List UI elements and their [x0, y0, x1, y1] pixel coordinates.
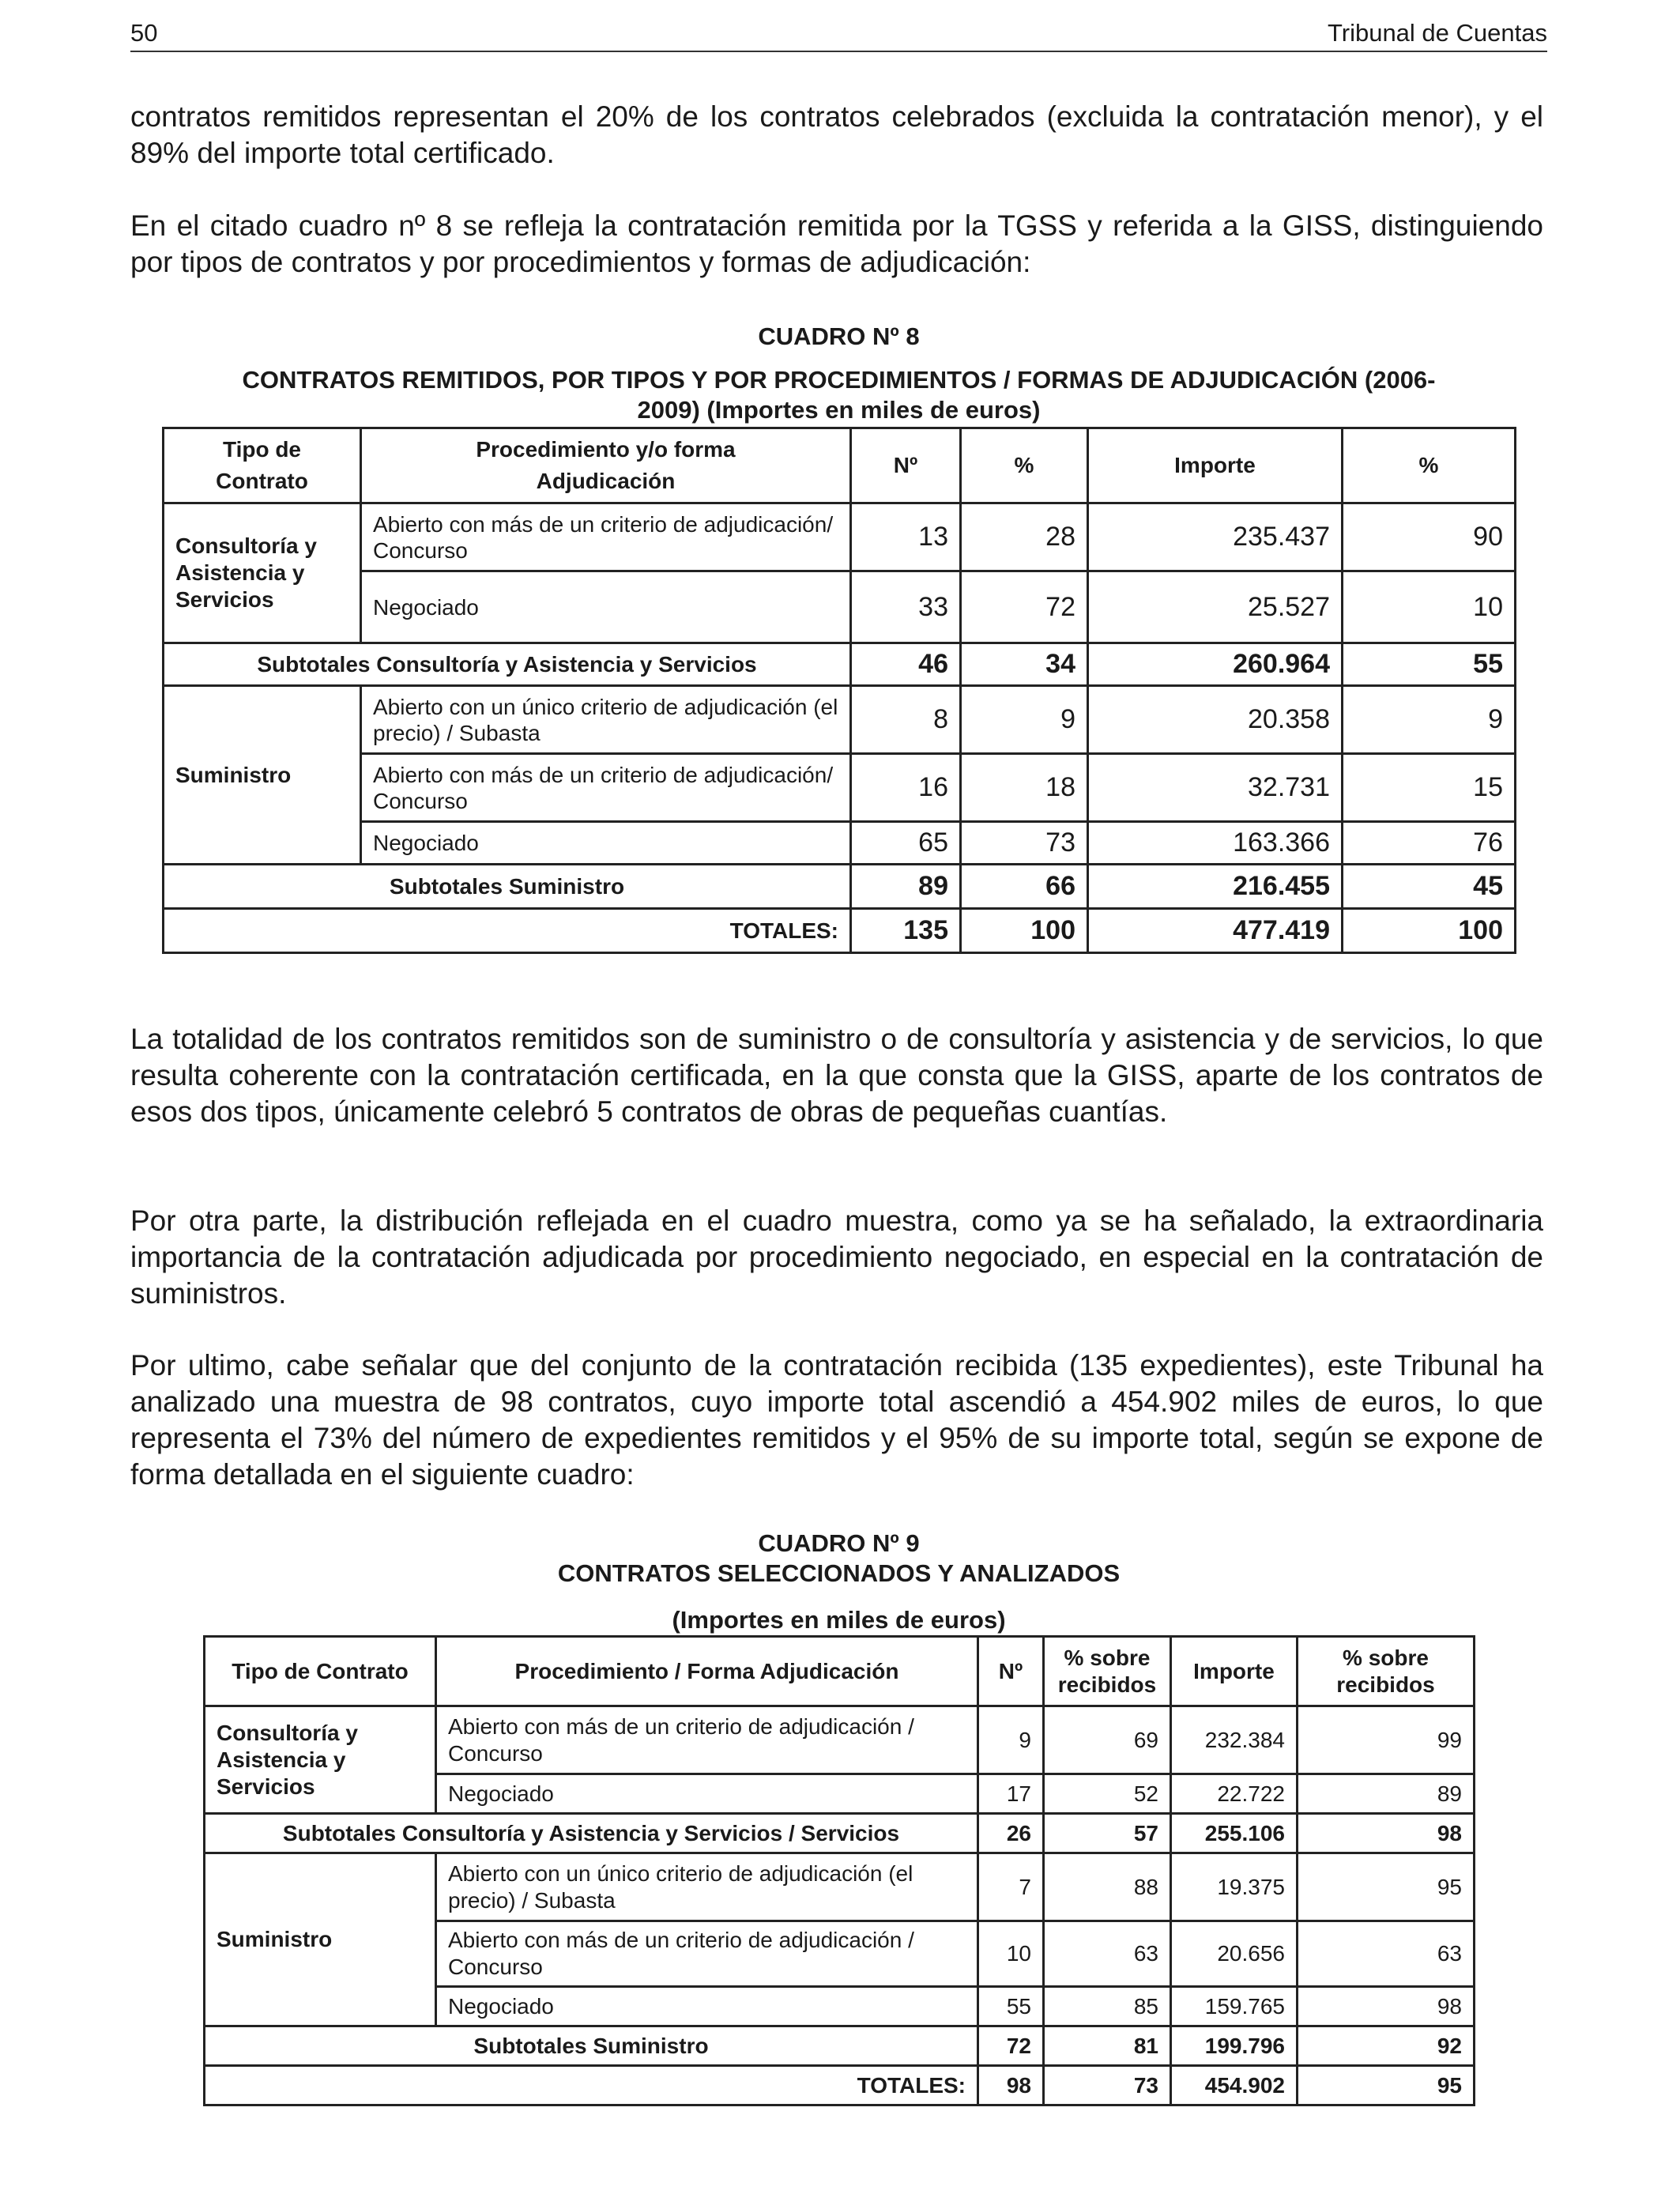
numero-cell: 10 — [978, 1921, 1044, 1987]
importe-cell: 159.765 — [1171, 1987, 1298, 2026]
importe-cell: 22.722 — [1171, 1774, 1298, 1814]
numero-cell: 7 — [978, 1853, 1044, 1921]
numero-cell: 17 — [978, 1774, 1044, 1814]
porcentaje-cell: 52 — [1044, 1774, 1171, 1814]
table-row — [205, 1706, 1475, 1774]
porcentaje-importe-cell: 99 — [1298, 1706, 1475, 1774]
page-header — [130, 17, 1547, 52]
cuadro9-title: CONTRATOS SELECCIONADOS Y ANALIZADOS — [557, 1559, 1121, 1587]
table-row — [164, 503, 1516, 571]
subtotal-row — [164, 643, 1516, 686]
cuadro8-title-line1: CONTRATOS REMITIDOS, POR TIPOS Y POR PROCEDIMIENTOS / FORMAS DE ADJUDICACIÓN (2006- — [242, 366, 1436, 394]
subtotal-row — [164, 865, 1516, 909]
porcentaje-importe-cell: 98 — [1298, 1987, 1475, 2026]
numero-cell: 9 — [978, 1706, 1044, 1774]
table-row — [164, 754, 1516, 822]
cuadro9-subtitle: (Importes en miles de euros) — [672, 1606, 1006, 1634]
header-importe: Importe — [1171, 1637, 1298, 1706]
header-porcentaje: % sobre recibidos — [1044, 1637, 1171, 1706]
subtotal-label: Subtotales Consultoría y Asistencia y Servicios / Servicios — [205, 1814, 978, 1853]
totals-label: TOTALES: — [205, 2066, 978, 2105]
importe-cell: 32.731 — [1088, 754, 1343, 822]
importe-cell: 216.455 — [1088, 865, 1343, 909]
numero-cell: 65 — [851, 822, 961, 865]
tipo-suministro: Suministro — [205, 1853, 436, 2026]
porcentaje-importe-cell: 100 — [1343, 909, 1516, 953]
porcentaje-cell: 34 — [961, 643, 1088, 686]
importe-cell: 20.656 — [1171, 1921, 1298, 1987]
porcentaje-importe-cell: 92 — [1298, 2026, 1475, 2066]
paragraph-4: Por otra parte, la distribución reflejada en el cuadro muestra, como ya se ha señalado, la extraordinaria importancia de la contratación adjudicada por procedimiento negociado, en especial en la contratación de suministros. — [130, 1204, 1543, 1310]
cuadro9-number: CUADRO Nº 9 — [758, 1529, 920, 1557]
importe-cell: 232.384 — [1171, 1706, 1298, 1774]
porcentaje-cell: 57 — [1044, 1814, 1171, 1853]
totals-label: TOTALES: — [164, 909, 851, 953]
header-porcentaje: % — [961, 428, 1088, 503]
importe-cell: 199.796 — [1171, 2026, 1298, 2066]
numero-cell: 46 — [851, 643, 961, 686]
numero-cell: 16 — [851, 754, 961, 822]
porcentaje-cell: 69 — [1044, 1706, 1171, 1774]
porcentaje-importe-cell: 63 — [1298, 1921, 1475, 1987]
porcentaje-cell: 73 — [961, 822, 1088, 865]
header-importe: Importe — [1088, 428, 1343, 503]
procedimiento-cell: Abierto con un único criterio de adjudicación (el precio) / Subasta — [361, 686, 851, 754]
tipo-suministro: Suministro — [164, 686, 361, 865]
porcentaje-cell: 9 — [961, 686, 1088, 754]
tipo-consultoria: Consultoría y Asistencia y Servicios — [205, 1706, 436, 1814]
procedimiento-cell: Negociado — [361, 571, 851, 643]
porcentaje-cell: 66 — [961, 865, 1088, 909]
cuadro8-number: CUADRO Nº 8 — [758, 322, 920, 350]
porcentaje-importe-cell: 76 — [1343, 822, 1516, 865]
importe-cell: 25.527 — [1088, 571, 1343, 643]
procedimiento-cell: Abierto con más de un criterio de adjudicación/ Concurso — [361, 503, 851, 571]
procedimiento-cell: Negociado — [436, 1774, 978, 1814]
table-row — [164, 686, 1516, 754]
header-porcentaje-importe: % — [1343, 428, 1516, 503]
numero-cell: 72 — [978, 2026, 1044, 2066]
porcentaje-importe-cell: 95 — [1298, 1853, 1475, 1921]
porcentaje-importe-cell: 9 — [1343, 686, 1516, 754]
subtotal-row — [205, 2026, 1475, 2066]
table-row — [164, 822, 1516, 865]
numero-cell: 33 — [851, 571, 961, 643]
porcentaje-cell: 63 — [1044, 1921, 1171, 1987]
porcentaje-importe-cell: 90 — [1343, 503, 1516, 571]
procedimiento-cell: Negociado — [361, 822, 851, 865]
porcentaje-cell: 28 — [961, 503, 1088, 571]
porcentaje-cell: 73 — [1044, 2066, 1171, 2105]
procedimiento-cell: Abierto con un único criterio de adjudicación (el precio) / Subasta — [436, 1853, 978, 1921]
numero-cell: 13 — [851, 503, 961, 571]
table-row — [164, 571, 1516, 643]
totals-row — [164, 909, 1516, 953]
porcentaje-cell: 88 — [1044, 1853, 1171, 1921]
porcentaje-importe-cell: 89 — [1298, 1774, 1475, 1814]
porcentaje-importe-cell: 45 — [1343, 865, 1516, 909]
porcentaje-importe-cell: 95 — [1298, 2066, 1475, 2105]
header-tipo: Tipo de Contrato — [205, 1637, 436, 1706]
porcentaje-cell: 100 — [961, 909, 1088, 953]
porcentaje-importe-cell: 98 — [1298, 1814, 1475, 1853]
procedimiento-cell: Abierto con más de un criterio de adjudicación / Concurso — [436, 1921, 978, 1987]
procedimiento-cell: Abierto con más de un criterio de adjudicación/ Concurso — [361, 754, 851, 822]
paragraph-3: La totalidad de los contratos remitidos son de suministro o de consultoría y asistencia y de servicios, lo que resulta coherente con la contratación certificada, en la que consta que la GISS, aparte de los contratos de esos dos tipos, únicamente celebró 5 contratos de obras de pequeñas cuantías. — [130, 1023, 1543, 1128]
cuadro9-table — [203, 1635, 1475, 2106]
numero-cell: 98 — [978, 2066, 1044, 2105]
porcentaje-cell: 18 — [961, 754, 1088, 822]
header-tipo: Tipo de Contrato — [164, 428, 361, 503]
numero-cell: 55 — [978, 1987, 1044, 2026]
cuadro8-title — [130, 365, 1547, 425]
numero-cell: 8 — [851, 686, 961, 754]
cuadro8-title-line2: 2009) (Importes en miles de euros) — [637, 396, 1041, 424]
tipo-consultoria: Consultoría y Asistencia y Servicios — [164, 503, 361, 643]
importe-cell: 255.106 — [1171, 1814, 1298, 1853]
header-numero: Nº — [851, 428, 961, 503]
header-procedimiento: Procedimiento y/o forma Adjudicación — [361, 428, 851, 503]
importe-cell: 163.366 — [1088, 822, 1343, 865]
totals-row — [205, 2066, 1475, 2105]
importe-cell: 260.964 — [1088, 643, 1343, 686]
table-header-row — [205, 1637, 1475, 1706]
porcentaje-cell: 72 — [961, 571, 1088, 643]
publisher-name: Tribunal de Cuentas — [1327, 19, 1547, 47]
importe-cell: 20.358 — [1088, 686, 1343, 754]
header-numero: Nº — [978, 1637, 1044, 1706]
importe-cell: 454.902 — [1171, 2066, 1298, 2105]
paragraph-5: Por ultimo, cabe señalar que del conjunto de la contratación recibida (135 expedientes), este Tribunal ha analizado una muestra de 98 contratos, cuyo importe total ascendió a 454.902 miles de euros, lo que representa el 73% del número de expedientes remitidos y el 95% de su importe total, según se expone de forma detallada en el siguiente cuadro: — [130, 1349, 1543, 1491]
numero-cell: 26 — [978, 1814, 1044, 1853]
importe-cell: 235.437 — [1088, 503, 1343, 571]
procedimiento-cell: Negociado — [436, 1987, 978, 2026]
header-porcentaje-importe: % sobre recibidos — [1298, 1637, 1475, 1706]
page-number: 50 — [130, 19, 158, 47]
numero-cell: 135 — [851, 909, 961, 953]
header-procedimiento: Procedimiento / Forma Adjudicación — [436, 1637, 978, 1706]
subtotal-row — [205, 1814, 1475, 1853]
numero-cell: 89 — [851, 865, 961, 909]
importe-cell: 477.419 — [1088, 909, 1343, 953]
subtotal-label: Subtotales Suministro — [205, 2026, 978, 2066]
table-row — [205, 1853, 1475, 1921]
porcentaje-importe-cell: 15 — [1343, 754, 1516, 822]
porcentaje-cell: 85 — [1044, 1987, 1171, 2026]
importe-cell: 19.375 — [1171, 1853, 1298, 1921]
porcentaje-importe-cell: 55 — [1343, 643, 1516, 686]
paragraph-2: En el citado cuadro nº 8 se refleja la contratación remitida por la TGSS y referida a la GISS, distinguiendo por tipos de contratos y por procedimientos y formas de adjudicación: — [130, 209, 1543, 278]
subtotal-label: Subtotales Suministro — [164, 865, 851, 909]
cuadro8-table — [162, 427, 1516, 954]
subtotal-label: Subtotales Consultoría y Asistencia y Servicios — [164, 643, 851, 686]
paragraph-1: contratos remitidos representan el 20% de los contratos celebrados (excluida la contratación menor), y el 89% del importe total certificado. — [130, 100, 1543, 169]
table-header-row — [164, 428, 1516, 503]
porcentaje-importe-cell: 10 — [1343, 571, 1516, 643]
procedimiento-cell: Abierto con más de un criterio de adjudicación / Concurso — [436, 1706, 978, 1774]
porcentaje-cell: 81 — [1044, 2026, 1171, 2066]
